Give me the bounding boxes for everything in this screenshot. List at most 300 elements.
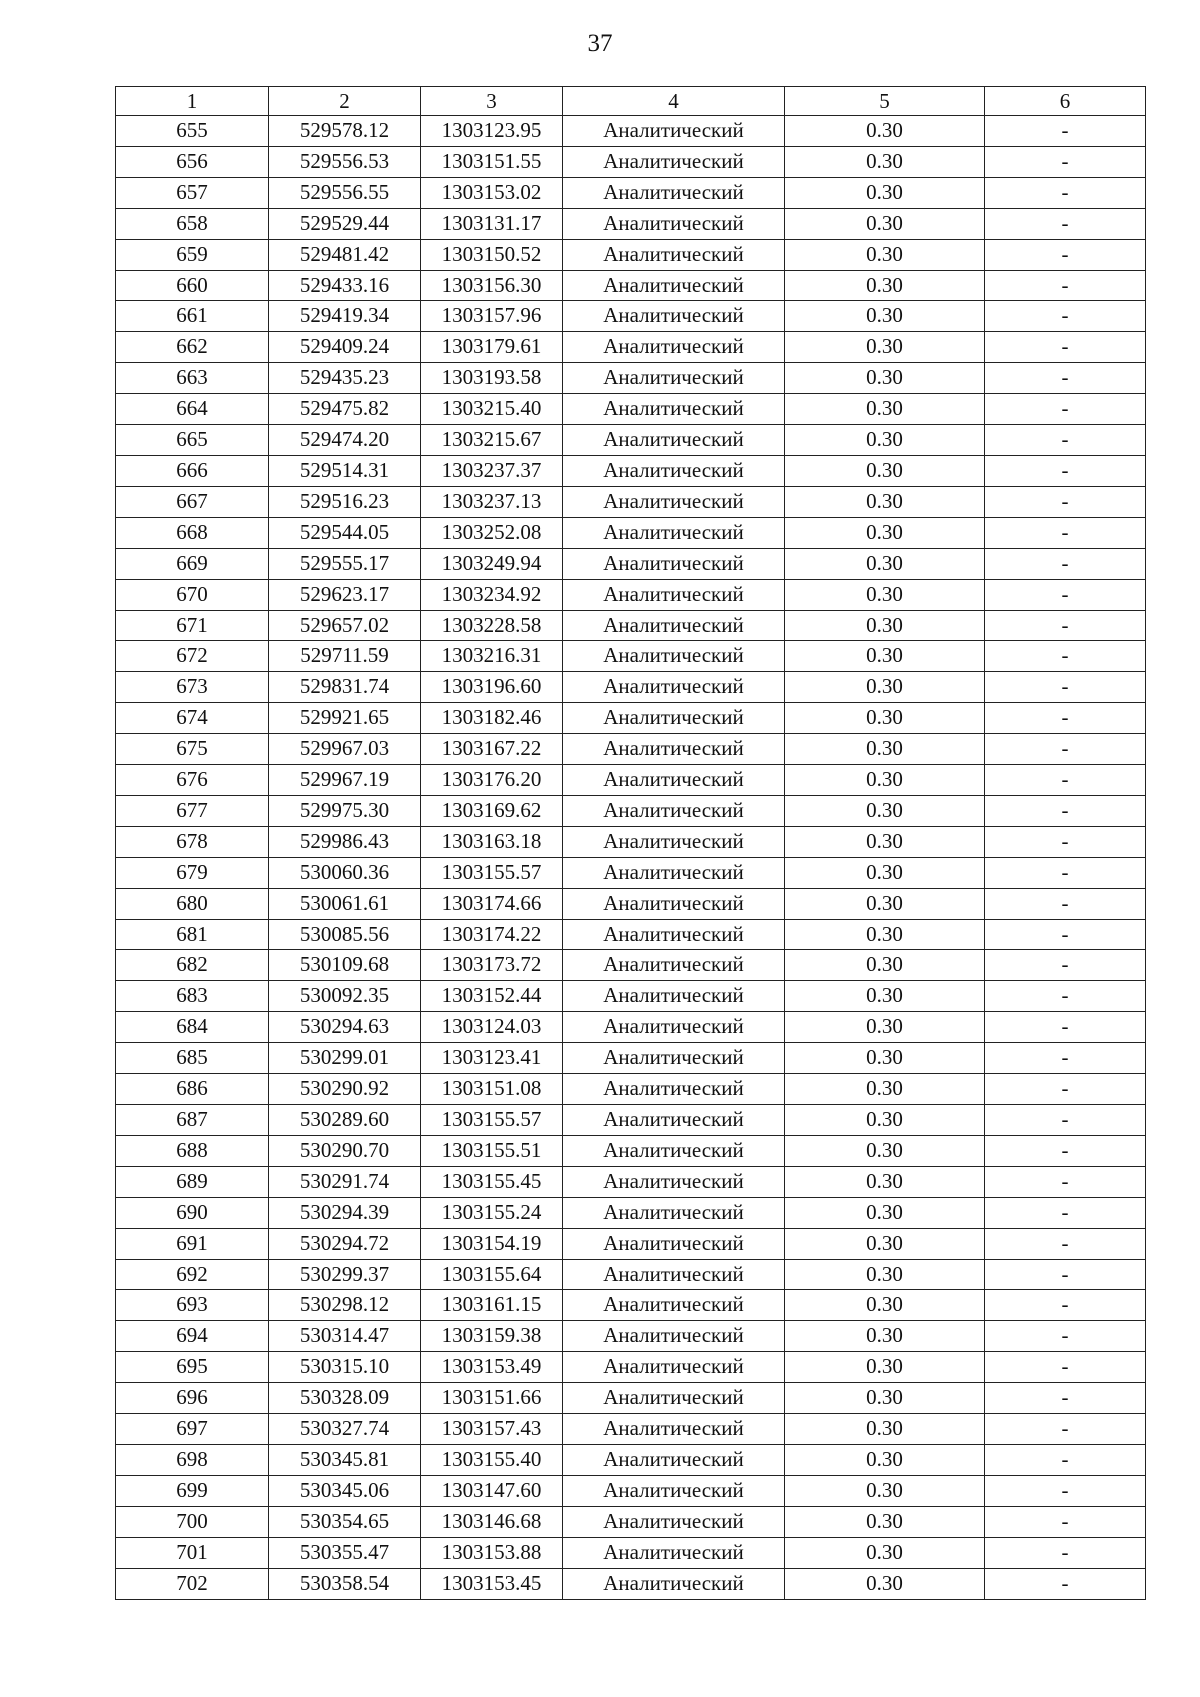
table-row [116, 177, 1146, 208]
table-cell-col4: Аналитический [563, 425, 785, 456]
table-cell-col2: 530289.60 [269, 1105, 421, 1136]
table-cell-col5: 0.30 [785, 826, 985, 857]
table-cell-col5: 0.30 [785, 672, 985, 703]
table-cell-col6: - [985, 579, 1146, 610]
table-cell-col2: 529967.19 [269, 765, 421, 796]
table-cell-col3: 1303124.03 [421, 1012, 563, 1043]
table-cell-col2: 530061.61 [269, 888, 421, 919]
table-cell-col5: 0.30 [785, 548, 985, 579]
table-cell-col4: Аналитический [563, 1444, 785, 1475]
table-row [116, 239, 1146, 270]
table-cell-col3: 1303169.62 [421, 795, 563, 826]
table-cell-col2: 529578.12 [269, 116, 421, 147]
table-cell-col5: 0.30 [785, 486, 985, 517]
table-cell-col4: Аналитический [563, 765, 785, 796]
table-cell-col5: 0.30 [785, 919, 985, 950]
table-cell-col1: 685 [116, 1043, 269, 1074]
table-cell-col6: - [985, 1012, 1146, 1043]
table-cell-col1: 702 [116, 1568, 269, 1599]
table-cell-col1: 659 [116, 239, 269, 270]
table-row [116, 1506, 1146, 1537]
table-cell-col5: 0.30 [785, 1506, 985, 1537]
table-cell-col6: - [985, 1043, 1146, 1074]
table-cell-col6: - [985, 1568, 1146, 1599]
table-cell-col5: 0.30 [785, 116, 985, 147]
table-cell-col6: - [985, 1135, 1146, 1166]
table-cell-col5: 0.30 [785, 1259, 985, 1290]
table-cell-col5: 0.30 [785, 1568, 985, 1599]
table-row [116, 455, 1146, 486]
table-cell-col1: 689 [116, 1166, 269, 1197]
table-cell-col3: 1303153.02 [421, 177, 563, 208]
table-cell-col1: 698 [116, 1444, 269, 1475]
table-cell-col3: 1303193.58 [421, 363, 563, 394]
table-cell-col3: 1303151.08 [421, 1074, 563, 1105]
table-cell-col1: 670 [116, 579, 269, 610]
table-cell-col6: - [985, 517, 1146, 548]
table-cell-col4: Аналитический [563, 1475, 785, 1506]
table-cell-col1: 673 [116, 672, 269, 703]
table-row [116, 734, 1146, 765]
table-cell-col6: - [985, 270, 1146, 301]
table-cell-col4: Аналитический [563, 1166, 785, 1197]
table-cell-col2: 530291.74 [269, 1166, 421, 1197]
table-cell-col2: 529475.82 [269, 394, 421, 425]
table-cell-col4: Аналитический [563, 1074, 785, 1105]
table-cell-col2: 529967.03 [269, 734, 421, 765]
header-cell-6: 6 [985, 87, 1146, 116]
table-cell-col4: Аналитический [563, 270, 785, 301]
table-cell-col3: 1303155.57 [421, 1105, 563, 1136]
table-cell-col2: 530328.09 [269, 1383, 421, 1414]
table-cell-col6: - [985, 826, 1146, 857]
table-cell-col2: 529544.05 [269, 517, 421, 548]
table-cell-col1: 680 [116, 888, 269, 919]
table-cell-col1: 699 [116, 1475, 269, 1506]
table-row [116, 641, 1146, 672]
table-cell-col3: 1303237.13 [421, 486, 563, 517]
table-cell-col5: 0.30 [785, 177, 985, 208]
table-row [116, 486, 1146, 517]
table-row [116, 146, 1146, 177]
table-cell-col5: 0.30 [785, 332, 985, 363]
table-cell-col1: 696 [116, 1383, 269, 1414]
table-cell-col4: Аналитический [563, 1043, 785, 1074]
table-cell-col5: 0.30 [785, 1444, 985, 1475]
table-cell-col3: 1303131.17 [421, 208, 563, 239]
table-cell-col3: 1303155.40 [421, 1444, 563, 1475]
table-cell-col3: 1303157.96 [421, 301, 563, 332]
table-cell-col3: 1303167.22 [421, 734, 563, 765]
table-cell-col2: 529435.23 [269, 363, 421, 394]
table-cell-col1: 677 [116, 795, 269, 826]
table-cell-col5: 0.30 [785, 1352, 985, 1383]
table-row [116, 1135, 1146, 1166]
table-cell-col1: 655 [116, 116, 269, 147]
table-cell-col6: - [985, 1259, 1146, 1290]
table-row [116, 1444, 1146, 1475]
table-cell-col1: 697 [116, 1414, 269, 1445]
table-cell-col4: Аналитический [563, 579, 785, 610]
table-cell-col6: - [985, 641, 1146, 672]
table-cell-col4: Аналитический [563, 888, 785, 919]
table-cell-col3: 1303151.66 [421, 1383, 563, 1414]
table-cell-col1: 681 [116, 919, 269, 950]
table-cell-col2: 529419.34 [269, 301, 421, 332]
table-cell-col5: 0.30 [785, 981, 985, 1012]
table-cell-col6: - [985, 239, 1146, 270]
table-cell-col2: 530327.74 [269, 1414, 421, 1445]
table-cell-col1: 686 [116, 1074, 269, 1105]
header-cell-3: 3 [421, 87, 563, 116]
table-cell-col4: Аналитический [563, 1135, 785, 1166]
table-cell-col1: 665 [116, 425, 269, 456]
table-cell-col2: 530345.06 [269, 1475, 421, 1506]
table-cell-col6: - [985, 1414, 1146, 1445]
table-row [116, 425, 1146, 456]
table-row [116, 1290, 1146, 1321]
table-cell-col4: Аналитический [563, 208, 785, 239]
table-cell-col2: 530294.63 [269, 1012, 421, 1043]
table-cell-col3: 1303155.24 [421, 1197, 563, 1228]
table-cell-col3: 1303161.15 [421, 1290, 563, 1321]
table-cell-col3: 1303155.64 [421, 1259, 563, 1290]
table-cell-col6: - [985, 795, 1146, 826]
table-cell-col6: - [985, 394, 1146, 425]
table-cell-col5: 0.30 [785, 517, 985, 548]
table-cell-col5: 0.30 [785, 1043, 985, 1074]
table-row [116, 795, 1146, 826]
table-cell-col5: 0.30 [785, 857, 985, 888]
table-cell-col1: 700 [116, 1506, 269, 1537]
table-cell-col6: - [985, 950, 1146, 981]
table-cell-col6: - [985, 146, 1146, 177]
table-row [116, 919, 1146, 950]
table-cell-col2: 529986.43 [269, 826, 421, 857]
table-cell-col6: - [985, 1290, 1146, 1321]
table-cell-col1: 693 [116, 1290, 269, 1321]
table-cell-col5: 0.30 [785, 363, 985, 394]
table-cell-col5: 0.30 [785, 146, 985, 177]
table-cell-col1: 676 [116, 765, 269, 796]
table-cell-col1: 674 [116, 703, 269, 734]
table-row [116, 1043, 1146, 1074]
table-cell-col4: Аналитический [563, 826, 785, 857]
table-row [116, 888, 1146, 919]
table-cell-col6: - [985, 857, 1146, 888]
table-cell-col2: 529474.20 [269, 425, 421, 456]
table-cell-col3: 1303174.22 [421, 919, 563, 950]
table-row [116, 1259, 1146, 1290]
table-row [116, 208, 1146, 239]
table-cell-col1: 656 [116, 146, 269, 177]
table-cell-col2: 529514.31 [269, 455, 421, 486]
table-cell-col3: 1303155.57 [421, 857, 563, 888]
table-cell-col1: 690 [116, 1197, 269, 1228]
table-cell-col3: 1303154.19 [421, 1228, 563, 1259]
table-cell-col2: 530092.35 [269, 981, 421, 1012]
coordinates-table [115, 86, 1146, 1600]
table-cell-col4: Аналитический [563, 301, 785, 332]
table-cell-col4: Аналитический [563, 610, 785, 641]
table-cell-col4: Аналитический [563, 517, 785, 548]
table-cell-col1: 666 [116, 455, 269, 486]
table-cell-col5: 0.30 [785, 888, 985, 919]
table-row [116, 270, 1146, 301]
table-cell-col5: 0.30 [785, 703, 985, 734]
table-cell-col1: 682 [116, 950, 269, 981]
table-cell-col5: 0.30 [785, 1105, 985, 1136]
table-row [116, 363, 1146, 394]
table-cell-col3: 1303151.55 [421, 146, 563, 177]
table-cell-col3: 1303228.58 [421, 610, 563, 641]
table-row [116, 765, 1146, 796]
table-body [116, 116, 1146, 1600]
table-cell-col5: 0.30 [785, 950, 985, 981]
table-cell-col6: - [985, 1352, 1146, 1383]
table-cell-col4: Аналитический [563, 332, 785, 363]
table-cell-col1: 662 [116, 332, 269, 363]
table-cell-col4: Аналитический [563, 486, 785, 517]
table-cell-col4: Аналитический [563, 672, 785, 703]
table-cell-col3: 1303237.37 [421, 455, 563, 486]
table-row [116, 116, 1146, 147]
table-cell-col5: 0.30 [785, 765, 985, 796]
table-cell-col2: 530290.70 [269, 1135, 421, 1166]
table-cell-col6: - [985, 981, 1146, 1012]
table-row [116, 517, 1146, 548]
table-cell-col2: 529556.55 [269, 177, 421, 208]
table-row [116, 610, 1146, 641]
table-cell-col5: 0.30 [785, 1537, 985, 1568]
table-row [116, 1568, 1146, 1599]
table-cell-col4: Аналитический [563, 919, 785, 950]
table-cell-col5: 0.30 [785, 425, 985, 456]
table-cell-col4: Аналитический [563, 455, 785, 486]
table-cell-col4: Аналитический [563, 177, 785, 208]
table-cell-col6: - [985, 301, 1146, 332]
table-row [116, 332, 1146, 363]
table-cell-col2: 529831.74 [269, 672, 421, 703]
table-cell-col2: 530294.39 [269, 1197, 421, 1228]
table-cell-col5: 0.30 [785, 1383, 985, 1414]
table-cell-col5: 0.30 [785, 455, 985, 486]
table-cell-col5: 0.30 [785, 301, 985, 332]
table-cell-col1: 657 [116, 177, 269, 208]
table-cell-col5: 0.30 [785, 1135, 985, 1166]
table-cell-col5: 0.30 [785, 1475, 985, 1506]
table-cell-col4: Аналитический [563, 394, 785, 425]
table-cell-col4: Аналитический [563, 1259, 785, 1290]
table-cell-col2: 529409.24 [269, 332, 421, 363]
table-cell-col3: 1303234.92 [421, 579, 563, 610]
table-cell-col2: 529657.02 [269, 610, 421, 641]
table-cell-col5: 0.30 [785, 1166, 985, 1197]
table-cell-col4: Аналитический [563, 1383, 785, 1414]
table-cell-col6: - [985, 486, 1146, 517]
table-cell-col5: 0.30 [785, 270, 985, 301]
table-cell-col6: - [985, 548, 1146, 579]
table-cell-col1: 678 [116, 826, 269, 857]
table-cell-col2: 530085.56 [269, 919, 421, 950]
table-cell-col1: 688 [116, 1135, 269, 1166]
table-cell-col4: Аналитический [563, 734, 785, 765]
header-cell-2: 2 [269, 87, 421, 116]
table-cell-col4: Аналитический [563, 1321, 785, 1352]
table-cell-col2: 529921.65 [269, 703, 421, 734]
table-row [116, 1074, 1146, 1105]
table-cell-col3: 1303176.20 [421, 765, 563, 796]
table-cell-col6: - [985, 1444, 1146, 1475]
table-cell-col4: Аналитический [563, 1228, 785, 1259]
table-cell-col4: Аналитический [563, 1290, 785, 1321]
table-cell-col6: - [985, 1475, 1146, 1506]
table-cell-col3: 1303157.43 [421, 1414, 563, 1445]
table-cell-col2: 529516.23 [269, 486, 421, 517]
table-cell-col6: - [985, 1166, 1146, 1197]
table-cell-col1: 701 [116, 1537, 269, 1568]
table-cell-col6: - [985, 672, 1146, 703]
table-cell-col2: 529556.53 [269, 146, 421, 177]
table-cell-col1: 694 [116, 1321, 269, 1352]
table-cell-col4: Аналитический [563, 1352, 785, 1383]
table-cell-col4: Аналитический [563, 146, 785, 177]
header-row [116, 87, 1146, 116]
table-cell-col6: - [985, 888, 1146, 919]
table-cell-col4: Аналитический [563, 641, 785, 672]
table-cell-col3: 1303159.38 [421, 1321, 563, 1352]
table-cell-col2: 529975.30 [269, 795, 421, 826]
table-cell-col5: 0.30 [785, 1197, 985, 1228]
table-row [116, 1321, 1146, 1352]
table-cell-col5: 0.30 [785, 1074, 985, 1105]
table-cell-col4: Аналитический [563, 857, 785, 888]
table-cell-col4: Аналитический [563, 116, 785, 147]
table-cell-col3: 1303163.18 [421, 826, 563, 857]
table-cell-col1: 679 [116, 857, 269, 888]
table-cell-col1: 668 [116, 517, 269, 548]
table-cell-col4: Аналитический [563, 239, 785, 270]
table-cell-col3: 1303156.30 [421, 270, 563, 301]
table-cell-col6: - [985, 1074, 1146, 1105]
table-cell-col2: 530315.10 [269, 1352, 421, 1383]
table-cell-col6: - [985, 455, 1146, 486]
table-row [116, 950, 1146, 981]
table-row [116, 394, 1146, 425]
table-cell-col1: 671 [116, 610, 269, 641]
header-cell-1: 1 [116, 87, 269, 116]
table-cell-col5: 0.30 [785, 734, 985, 765]
table-cell-col3: 1303153.88 [421, 1537, 563, 1568]
table-cell-col3: 1303147.60 [421, 1475, 563, 1506]
table-cell-col4: Аналитический [563, 1537, 785, 1568]
table-row [116, 1475, 1146, 1506]
table-cell-col4: Аналитический [563, 363, 785, 394]
table-cell-col4: Аналитический [563, 548, 785, 579]
table-cell-col1: 683 [116, 981, 269, 1012]
table-cell-col4: Аналитический [563, 1414, 785, 1445]
table-cell-col1: 692 [116, 1259, 269, 1290]
table-cell-col2: 530299.37 [269, 1259, 421, 1290]
table-cell-col1: 658 [116, 208, 269, 239]
table-cell-col3: 1303249.94 [421, 548, 563, 579]
table-cell-col5: 0.30 [785, 239, 985, 270]
table-row [116, 1352, 1146, 1383]
table-cell-col5: 0.30 [785, 1321, 985, 1352]
table-cell-col6: - [985, 703, 1146, 734]
table-cell-col6: - [985, 332, 1146, 363]
table-cell-col5: 0.30 [785, 641, 985, 672]
table-cell-col4: Аналитический [563, 1105, 785, 1136]
table-cell-col6: - [985, 610, 1146, 641]
table-cell-col1: 672 [116, 641, 269, 672]
table-cell-col6: - [985, 734, 1146, 765]
table-row [116, 981, 1146, 1012]
table-cell-col2: 529555.17 [269, 548, 421, 579]
table-cell-col3: 1303123.41 [421, 1043, 563, 1074]
table-cell-col2: 530299.01 [269, 1043, 421, 1074]
table-cell-col6: - [985, 765, 1146, 796]
table-cell-col3: 1303155.51 [421, 1135, 563, 1166]
table-cell-col5: 0.30 [785, 394, 985, 425]
table-cell-col3: 1303152.44 [421, 981, 563, 1012]
table-cell-col3: 1303123.95 [421, 116, 563, 147]
table-cell-col2: 530345.81 [269, 1444, 421, 1475]
table-cell-col6: - [985, 1321, 1146, 1352]
table-cell-col6: - [985, 1383, 1146, 1414]
table-cell-col3: 1303146.68 [421, 1506, 563, 1537]
table-cell-col5: 0.30 [785, 1290, 985, 1321]
table-cell-col6: - [985, 177, 1146, 208]
table-cell-col1: 687 [116, 1105, 269, 1136]
table-cell-col2: 529711.59 [269, 641, 421, 672]
table-cell-col2: 530060.36 [269, 857, 421, 888]
table-cell-col3: 1303150.52 [421, 239, 563, 270]
table-cell-col1: 664 [116, 394, 269, 425]
table-cell-col2: 529623.17 [269, 579, 421, 610]
table-row [116, 1537, 1146, 1568]
table-row [116, 672, 1146, 703]
table-cell-col1: 669 [116, 548, 269, 579]
table-cell-col6: - [985, 1537, 1146, 1568]
table-cell-col1: 661 [116, 301, 269, 332]
table-cell-col2: 530109.68 [269, 950, 421, 981]
table-cell-col1: 691 [116, 1228, 269, 1259]
table-cell-col6: - [985, 919, 1146, 950]
table-cell-col2: 529529.44 [269, 208, 421, 239]
table-cell-col3: 1303173.72 [421, 950, 563, 981]
table-row [116, 1197, 1146, 1228]
table-cell-col3: 1303215.67 [421, 425, 563, 456]
table-cell-col5: 0.30 [785, 610, 985, 641]
table-cell-col1: 675 [116, 734, 269, 765]
table-cell-col6: - [985, 208, 1146, 239]
table-cell-col5: 0.30 [785, 1414, 985, 1445]
table-row [116, 1105, 1146, 1136]
table-cell-col5: 0.30 [785, 579, 985, 610]
page-number: 37 [587, 30, 613, 57]
table-cell-col3: 1303155.45 [421, 1166, 563, 1197]
table-row [116, 857, 1146, 888]
table-cell-col2: 530355.47 [269, 1537, 421, 1568]
table-cell-col2: 530294.72 [269, 1228, 421, 1259]
table-row [116, 1228, 1146, 1259]
table-cell-col6: - [985, 1228, 1146, 1259]
table-cell-col4: Аналитический [563, 1568, 785, 1599]
table-cell-col1: 684 [116, 1012, 269, 1043]
table-row [116, 301, 1146, 332]
table-cell-col6: - [985, 1506, 1146, 1537]
